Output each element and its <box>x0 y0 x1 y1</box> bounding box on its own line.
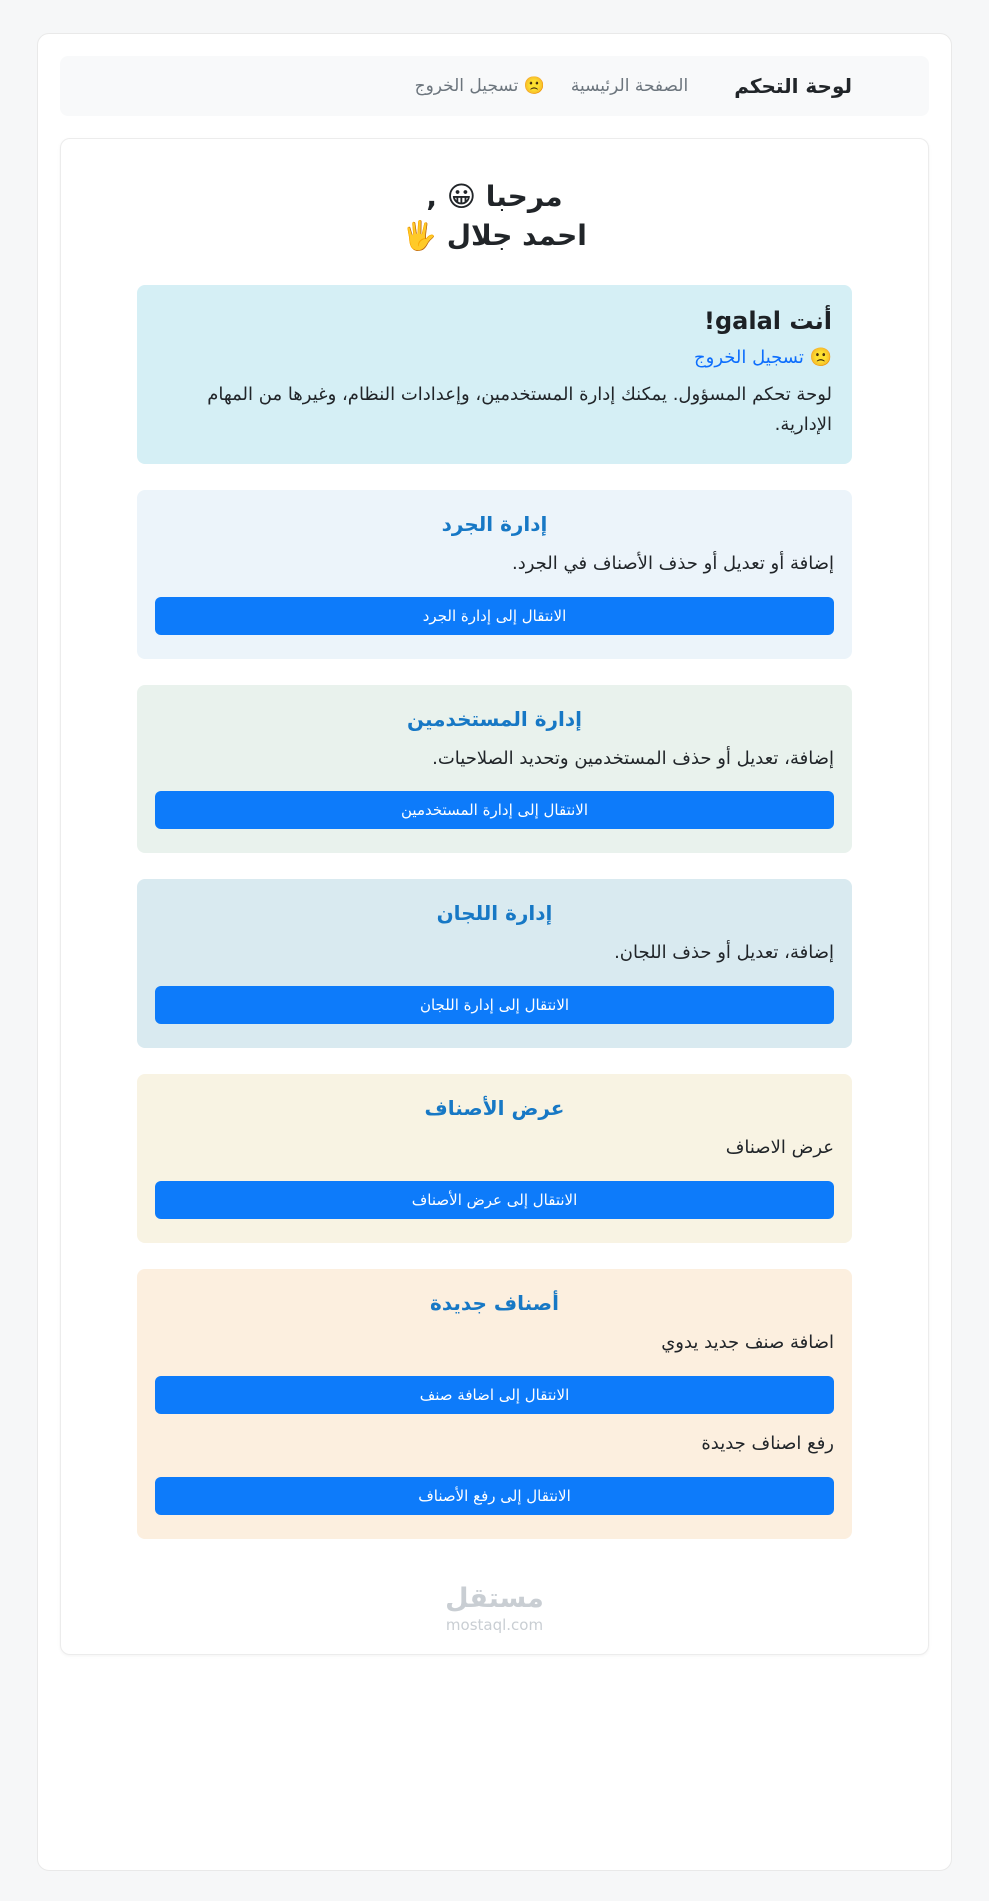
watermark-domain: mostaql.com <box>445 1615 544 1634</box>
card-view-items <box>137 1074 852 1243</box>
info-description: لوحة تحكم المسؤول. يمكنك إدارة المستخدمين، وإعدادات النظام، وغيرها من المهام الإدارية. <box>207 384 832 436</box>
card-inventory-management <box>137 490 852 659</box>
card-user-management <box>137 685 852 854</box>
card-title: عرض الأصناف <box>424 1096 565 1121</box>
navbar-brand[interactable]: لوحة التحكم <box>734 74 852 98</box>
navbar-inner <box>137 74 852 98</box>
card-text: عرض الاصناف <box>725 1137 834 1159</box>
watermark <box>137 1583 852 1634</box>
go-to-view-items-button[interactable]: الانتقال إلى عرض الأصناف <box>155 1181 834 1219</box>
card-committees-management <box>137 879 852 1048</box>
admin-info-box <box>137 285 852 463</box>
nav-link-home[interactable]: الصفحة الرئيسية <box>570 76 689 96</box>
card-title: أصناف جديدة <box>430 1290 559 1315</box>
content-column <box>137 177 852 1634</box>
card-title: إدارة الجرد <box>441 511 548 536</box>
navbar <box>60 56 929 116</box>
welcome-line1: مرحبا 😀 , <box>426 180 563 213</box>
go-to-committees-button[interactable]: الانتقال إلى إدارة اللجان <box>155 986 834 1024</box>
go-to-add-item-button[interactable]: الانتقال إلى اضافة صنف <box>155 1376 834 1414</box>
nav-link-logout[interactable]: 🙁 تسجيل الخروج <box>414 76 545 96</box>
content-card <box>60 138 929 1655</box>
card-title: إدارة اللجان <box>436 901 553 926</box>
watermark-name: مستقل <box>445 1582 544 1614</box>
welcome-line2: احمد جلال 🖐 <box>402 219 587 253</box>
info-title: أنت galal! <box>704 307 832 336</box>
go-to-upload-items-button[interactable]: الانتقال إلى رفع الأصناف <box>155 1477 834 1515</box>
go-to-users-button[interactable]: الانتقال إلى إدارة المستخدمين <box>155 791 834 829</box>
card-new-items <box>137 1269 852 1539</box>
welcome-heading <box>137 177 852 255</box>
card-text: إضافة، تعديل أو حذف المستخدمين وتحديد الصلاحيات. <box>432 747 834 769</box>
card-text: اضافة صنف جديد يدوي <box>661 1331 834 1353</box>
logout-link[interactable]: 🙁 تسجيل الخروج <box>694 347 832 369</box>
card-text: إضافة، تعديل أو حذف اللجان. <box>614 942 834 964</box>
card-title: إدارة المستخدمين <box>406 706 583 731</box>
card-text: رفع اصناف جديدة <box>701 1432 834 1454</box>
card-text: إضافة أو تعديل أو حذف الأصناف في الجرد. <box>512 552 834 574</box>
main-container <box>37 33 952 1871</box>
go-to-inventory-button[interactable]: الانتقال إلى إدارة الجرد <box>155 597 834 635</box>
